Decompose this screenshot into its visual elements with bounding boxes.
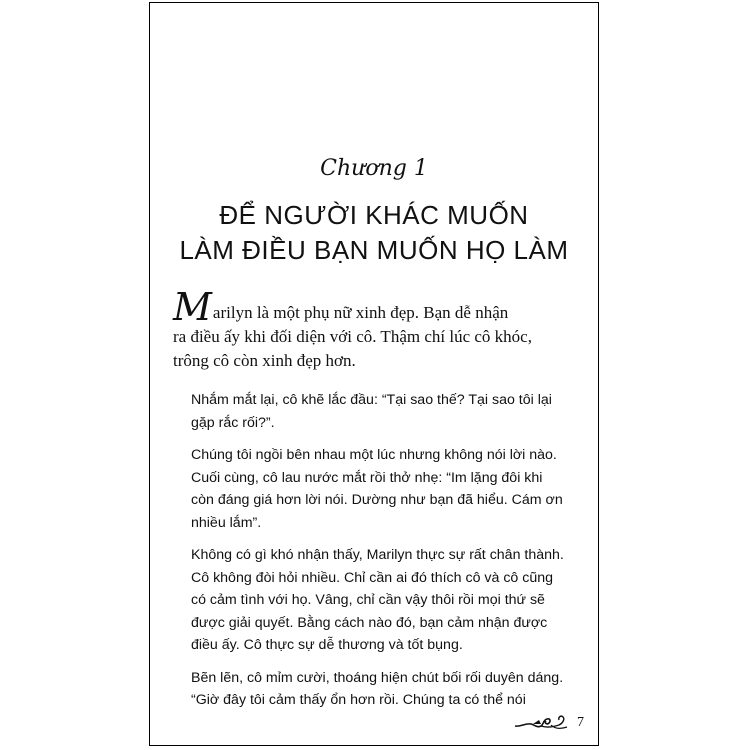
paragraph-line: Không có gì khó nhận thấy, Marilyn thực sự rất chân thành.: [191, 547, 564, 563]
page-footer: [513, 709, 584, 731]
paragraph-2: [191, 444, 591, 534]
paragraph-line: còn đáng giá hơn lời nói. Dường như bạn đã hiểu. Cám ơn: [191, 492, 563, 508]
chapter-label: Chương 1: [320, 156, 428, 181]
paragraph-line: có cảm tình với họ. Vâng, chỉ cần vậy thôi rồi mọi thứ sẽ: [191, 592, 545, 608]
chapter-title-line-1: ĐỂ NGƯỜI KHÁC MUỐN: [219, 200, 529, 230]
paragraph-3: [191, 544, 591, 657]
paragraph-line: Bẽn lẽn, cô mỉm cười, thoáng hiện chút bối rối duyên dáng.: [191, 669, 564, 686]
paragraph-line: “Giờ đây tôi cảm thấy ổn hơn rồi. Chúng ta có thể nói: [191, 692, 526, 708]
paragraph-line: được giải quyết. Bằng cách nào đó, bạn cảm nhận được: [191, 614, 548, 631]
intro-line-3: trông cô còn xinh đẹp hơn.: [173, 351, 356, 370]
flourish-ornament-icon: [513, 709, 571, 731]
page-number: 7: [577, 715, 584, 730]
paragraph-line: Cuối cùng, cô lau nước mắt rồi thở nhẹ: “Im lặng đôi khi: [191, 469, 543, 486]
drop-cap: M: [173, 285, 212, 329]
intro-line-1: [173, 285, 583, 329]
intro-line-1-text: arilyn là một phụ nữ xinh đẹp. Bạn dễ nhận: [212, 303, 509, 322]
paragraph-line: Nhắm mắt lại, cô khẽ lắc đầu: “Tại sao thế? Tại sao tôi lại: [191, 392, 552, 408]
paragraph-line: gặp rắc rối?”.: [191, 414, 275, 431]
paragraph-1: [191, 389, 591, 434]
paragraph-line: nhiều lắm”.: [191, 514, 262, 531]
chapter-title-line-2: LÀM ĐIỀU BẠN MUỐN HỌ LÀM: [179, 235, 569, 265]
book-page: [149, 2, 599, 746]
paragraph-4: [191, 667, 591, 712]
intro-line-2: ra điều ấy khi đối diện với cô. Thậm chí lúc cô khóc,: [173, 327, 532, 346]
body-text: [191, 389, 591, 722]
intro-paragraph: [173, 285, 583, 373]
chapter-title: [150, 198, 598, 268]
paragraph-line: Cô không đòi hỏi nhiều. Chỉ cần ai đó thích cô và cô cũng: [191, 569, 554, 586]
paragraph-line: Chúng tôi ngồi bên nhau một lúc nhưng không nói lời nào.: [191, 447, 557, 463]
paragraph-line: điều ấy. Cô thực sự dễ thương và tốt bụng.: [191, 637, 463, 653]
